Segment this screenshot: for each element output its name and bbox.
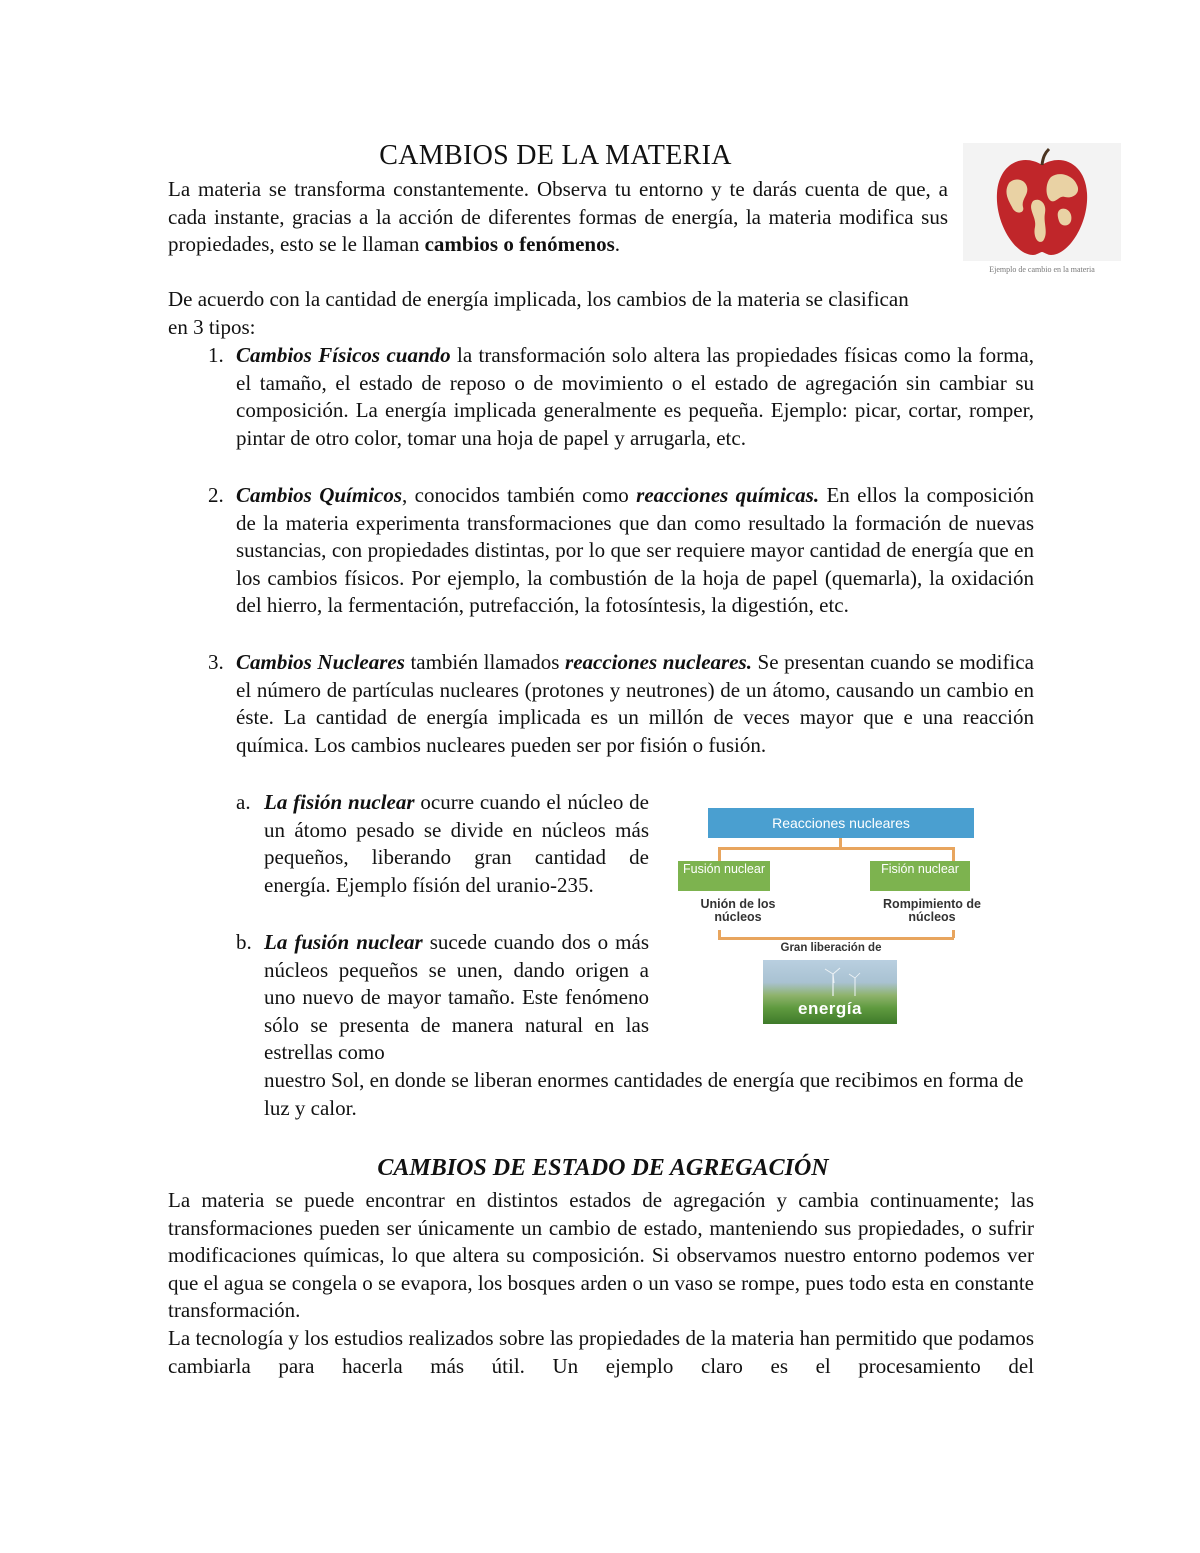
nuclear-reactions-diagram — [676, 806, 1006, 1024]
list-item-physical: Cambios Físicos cuando la transformación solo altera las propiedades físicas como la forma, el tamaño, el estado de reposo o de movimiento o el estado de agregación sin cambiar su composición. La energía implicada generalmente es pequeña. Ejemplo: picar, cortar, romper, pintar de otro color, tomar una hoja de papel y arrugarla, etc. — [236, 343, 1035, 450]
subitem-lead: La fusión nuclear — [264, 930, 423, 954]
diagram-connector — [718, 847, 721, 861]
sublist-item-fusion-continuation: nuestro Sol, en donde se liberan enormes cantidades de energía que recibimos en forma de luz y calor. — [264, 1068, 1024, 1120]
intro-paragraph: La materia se transforma constantemente. Observa tu entorno y te darás cuenta de que, a cada instante, gracias a la acción de diferentes formas de energía, la materia modifica sus propiedades, esto se le llaman cambios o fenómenos. — [168, 177, 948, 256]
list-number: 3. — [208, 650, 224, 674]
diagram-bottom-label: Gran liberación de — [780, 942, 882, 954]
section-title: CAMBIOS DE ESTADO DE AGREGACIÓN — [377, 1155, 829, 1181]
apple-icon — [963, 143, 1121, 261]
diagram-fusion-label: Unión de los núcleos — [700, 897, 776, 924]
sublist-item-fission: La fisión nuclear ocurre cuando el núcleo de un átomo pesado se divide en núcleos más pequeños, liberando gran cantidad de energía. Ejemplo físión del uranio-235. — [264, 790, 649, 897]
energy-label: energía — [798, 999, 862, 1018]
list-item-nuclear: Cambios Nucleares también llamados reacciones nucleares. Se presentan cuando se modifica el número de partículas nucleares (protones y neutrones) de un átomo, causando un cambio en éste. La cantidad de energía implicada es un millón de veces mayor que e una reacción química. Los cambios nucleares pueden ser por fisión o fusión. — [236, 650, 1034, 757]
energy-image — [763, 960, 897, 1024]
item-lead: Cambios Físicos cuando — [236, 343, 451, 367]
list-item-chemical: Cambios Químicos, conocidos también como reacciones químicas. En ellos la composición de la materia experimenta transformaciones que dan como resultado la formación de nuevas sustancias, con propiedades distintas, por lo que ser requiere mayor cantidad de energía que en los cambios físicos. Por ejemplo, la combustión de la hoja de papel (quemarla), la oxidación del hierro, la fermentación, putrefacción, la fotosíntesis, la digestión, etc. — [236, 483, 1034, 617]
item-lead-secondary: reacciones químicas. — [636, 483, 820, 507]
list-number: 1. — [208, 343, 224, 367]
diagram-fission-box: Fisión nuclear — [870, 861, 970, 891]
diagram-connector — [952, 847, 955, 861]
diagram-fission-label: Rompimiento de núcleos — [883, 897, 981, 924]
list-number: 2. — [208, 483, 224, 507]
diagram-top-box: Reacciones nucleares — [708, 808, 974, 838]
sublist-letter: b. — [236, 930, 252, 954]
section2-paragraph-2: La tecnología y los estudios realizados sobre las propiedades de la materia han permitido que podamos cambiarla para hacerla más útil. Un ejemplo claro es el procesamiento del — [168, 1326, 1034, 1378]
intro-bold-term: cambios o fenómenos — [424, 232, 615, 256]
apple-world-map-image — [963, 143, 1121, 261]
diagram-fusion-box: Fusión nuclear — [678, 861, 770, 891]
diagram-connector — [718, 847, 954, 850]
apple-caption: Ejemplo de cambio en la materia — [989, 265, 1095, 274]
subitem-lead: La fisión nuclear — [264, 790, 415, 814]
item-lead: Cambios Nucleares — [236, 650, 405, 674]
diagram-connector — [718, 937, 954, 940]
item-lead: Cambios Químicos — [236, 483, 403, 507]
sublist-letter: a. — [236, 790, 251, 814]
sublist-item-fusion: La fusión nuclear sucede cuando dos o más núcleos pequeños se unen, dando origen a uno nuevo de mayor tamaño. Este fenómeno sólo se presenta de manera natural en las estrellas como — [264, 930, 649, 1064]
section2-paragraph-1: La materia se puede encontrar en distintos estados de agregación y cambia continuamente; las transformaciones pueden ser únicamente un cambio de estado, manteniendo sus propiedades, o sufrir modificaciones químicas, lo que altera su composición. Si observamos nuestro entorno podemos ver que el agua se congela o se evapora, los bosques arden o un vaso se rompe, pues todo esta en constante transformación. — [168, 1188, 1034, 1322]
item-lead-secondary: reacciones nucleares. — [565, 650, 752, 674]
page-title: CAMBIOS DE LA MATERIA — [379, 140, 732, 171]
classification-paragraph: De acuerdo con la cantidad de energía implicada, los cambios de la materia se clasifican en 3 tipos: — [168, 287, 909, 339]
